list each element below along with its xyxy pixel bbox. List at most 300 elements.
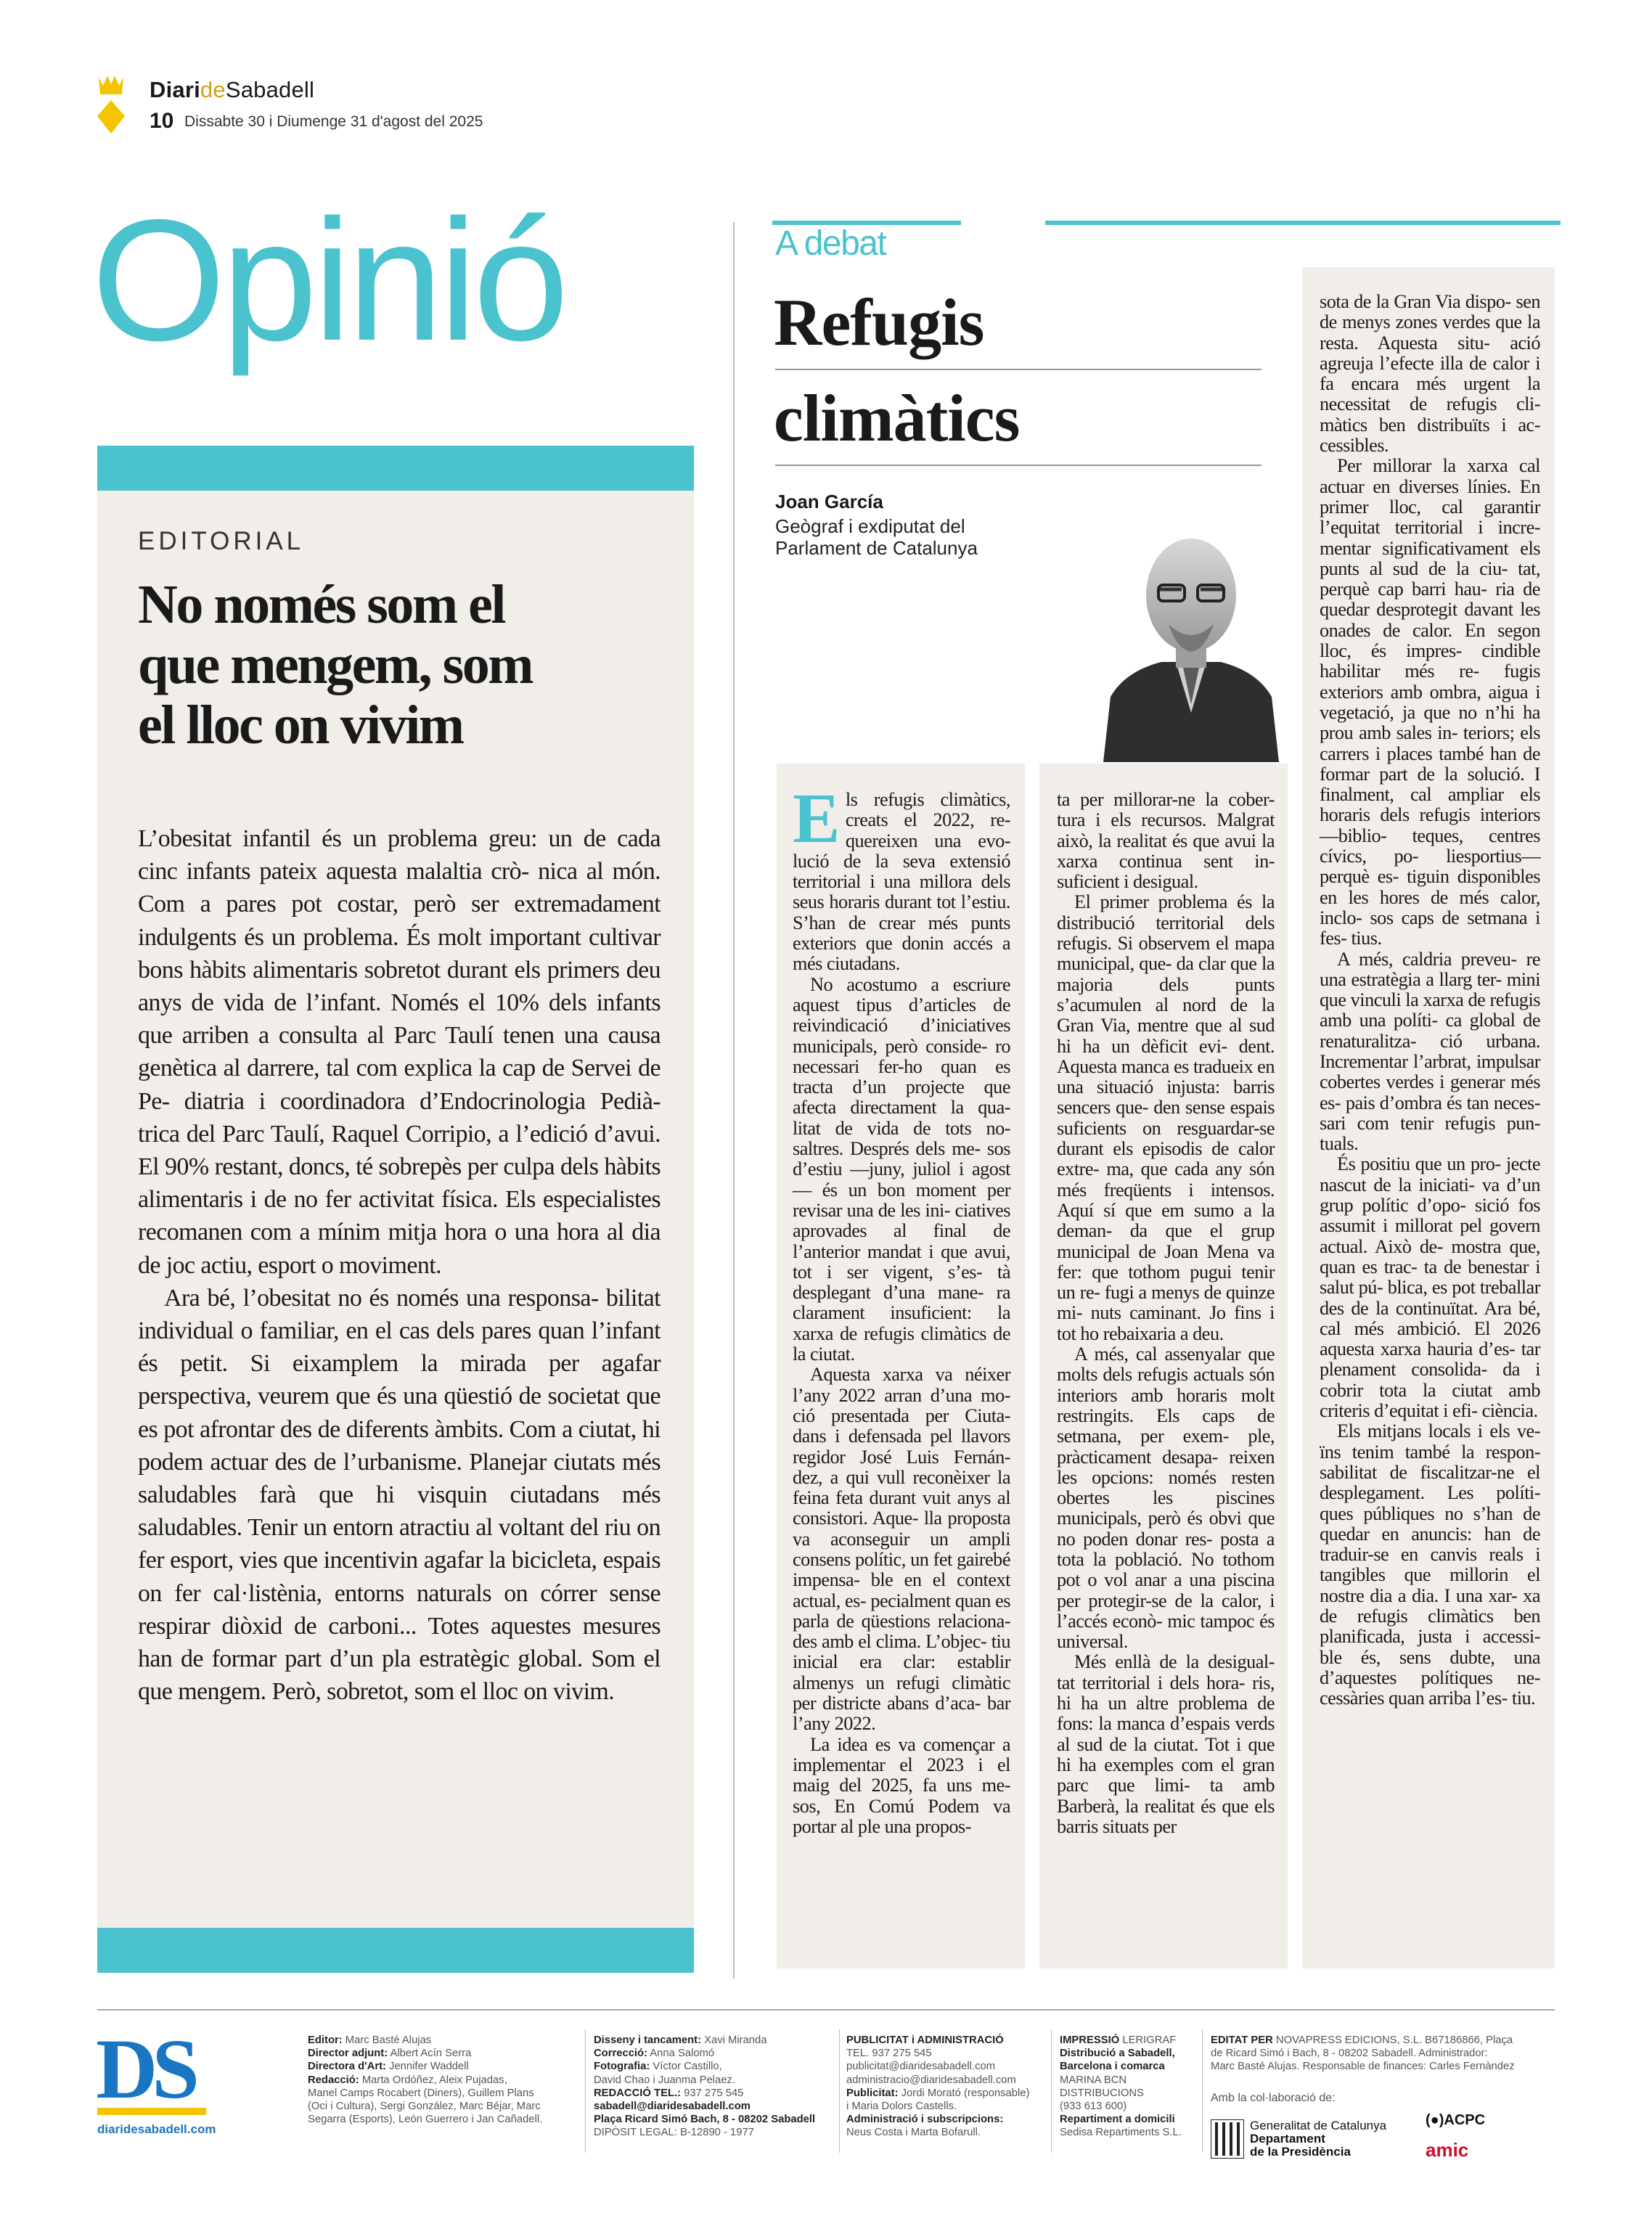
- text-line: posta a tota la població.: [1057, 1528, 1275, 1570]
- text-line: ïns tenim també la respon-: [1320, 1441, 1540, 1463]
- acpc-amic-logos: (●)ACPC amic: [1426, 2112, 1486, 2161]
- text-line: tura i els recursos. Malgrat: [1057, 809, 1275, 831]
- masthead-diari: Diari: [150, 77, 200, 102]
- text-line: sota de la Gran Via dispo-: [1320, 291, 1511, 312]
- text-line: l’urbanisme. Planejar ciutats més saludables farà: [138, 1448, 661, 1509]
- website-link[interactable]: diaridesabadell.com: [97, 2122, 216, 2136]
- text-line: un ampli consens polític,: [793, 1528, 1010, 1570]
- credit-line: [308, 2087, 555, 2100]
- text-line: sició fos assumit i millorat: [1320, 1195, 1540, 1237]
- credit-value: (933 613 600): [1060, 2101, 1127, 2113]
- text-line: ca global de renaturalitza-: [1320, 1010, 1541, 1052]
- text-line: resten obertes les piscines: [1057, 1466, 1275, 1509]
- text-line: ple, pràcticament desapa-: [1057, 1426, 1275, 1468]
- text-line: física. Els especialistes recomanen com a mínim: [138, 1186, 661, 1246]
- text-line: xarxa de refugis climàtics: [793, 1322, 987, 1344]
- text-line: sí que em sumo a la deman-: [1057, 1199, 1275, 1242]
- text-line: molt restringits. Els caps: [1057, 1384, 1275, 1426]
- text-line: diatria i coordinadora d’Endocrinologia Pedià-: [184, 1087, 661, 1115]
- text-line: màtics ben distribuïts i ac-: [1320, 414, 1540, 435]
- paragraph: [138, 822, 661, 1282]
- text-line: un fet gairebé impensa-: [793, 1548, 1010, 1591]
- text-line: de la Gran Via, mentre que: [1057, 994, 1275, 1036]
- text-line: sobretot durant els primers deu anys de vida de: [138, 956, 661, 1017]
- credits-column-3: [846, 2034, 1050, 2140]
- paragraph: [1057, 790, 1275, 892]
- credit-value: David Chao i Juanma Pelaez.: [594, 2074, 735, 2086]
- credit-line: [308, 2074, 555, 2087]
- text-line: maig del 2025, fa uns me-: [793, 1775, 1010, 1796]
- credit-line: [846, 2126, 1050, 2139]
- credit-line: [1211, 2047, 1559, 2060]
- text-line: que hi visquin ciutadans més saludables. Tenir: [138, 1481, 661, 1542]
- text-line: que la resta. Aquesta situ-: [1320, 311, 1540, 353]
- text-line: va d’un grup polític d’opo-: [1320, 1174, 1540, 1216]
- text-line: tar plenament consolida-: [1320, 1338, 1540, 1381]
- text-line: da que el grup municipal: [1057, 1220, 1275, 1262]
- text-line: és que els barris situats per: [1057, 1795, 1275, 1837]
- credits-column-5: [1211, 2034, 1559, 2074]
- credit-line: [1060, 2113, 1205, 2126]
- text-line: nica al món. Com a pares pot costar, però ser: [138, 858, 661, 918]
- text-line: mini que vinculi la xarxa: [1320, 968, 1540, 1011]
- text-line: la distribució territorial: [1057, 891, 1275, 933]
- text-line: A més, caldria preveu-: [1337, 948, 1517, 970]
- text-line: sos caps de setmana i fes-: [1320, 907, 1540, 949]
- text-line: punts exteriors que donin: [793, 912, 1010, 954]
- text-line: re una estratègia a llarg ter-: [1320, 948, 1540, 990]
- text-line: sabilitat de fiscalitzar-ne el: [1320, 1461, 1540, 1483]
- text-line: ció presentada per Ciuta-: [793, 1404, 1010, 1426]
- text-line: de la solució. I finalment,: [1320, 763, 1540, 806]
- credit-label: EDITAT PER: [1211, 2034, 1273, 2046]
- acpc-logo: ACPC: [1444, 2112, 1486, 2128]
- text-line: calor i fa encara més urgent: [1320, 352, 1540, 395]
- text-line: sos, En Comú Podem va: [793, 1795, 1010, 1817]
- text-line: lució de la seva extensió: [793, 850, 1010, 872]
- credit-value: Jordi Morató (responsable): [898, 2087, 1030, 2099]
- credit-line: [1060, 2087, 1205, 2100]
- text-line: blica, es pot treballar des: [1320, 1277, 1540, 1319]
- text-line: tà desplegant d’una mane-: [793, 1261, 1010, 1304]
- footer-divider: [839, 2029, 840, 2153]
- generalitat-line: Generalitat de Catalunya: [1250, 2119, 1387, 2132]
- generalitat-flag-icon: [1211, 2119, 1244, 2159]
- text-line: de setmana, per exem-: [1057, 1404, 1275, 1447]
- text-line: tuals.: [1320, 1133, 1359, 1155]
- author-role: [775, 515, 1036, 559]
- credit-label: Barcelona i comarca: [1060, 2061, 1165, 2073]
- credit-label: Plaça Ricard Simó Bach, 8 - 08202 Sabadell: [594, 2114, 816, 2126]
- credit-value: Marc Basté Alujas: [342, 2034, 432, 2046]
- text-line: injusta: barris sencers que-: [1057, 1076, 1275, 1118]
- paragraph: [1057, 1652, 1275, 1837]
- text-line: aquesta xarxa hauria d’es-: [1320, 1338, 1516, 1360]
- text-line: Tot i que hi ha exemples: [1057, 1733, 1275, 1775]
- paragraph: [1320, 456, 1540, 949]
- article-text-column-1: [793, 780, 1011, 1837]
- text-line: ble en el context actual, es-: [793, 1569, 1010, 1611]
- credit-value: Xavi Miranda: [701, 2034, 767, 2046]
- ds-logo[interactable]: [96, 2028, 205, 2106]
- text-line: fugis exteriors amb ombra,: [1320, 660, 1540, 703]
- generalitat-line: de la Presidència: [1250, 2145, 1351, 2159]
- text-line: l’any 2022 arran d’una mo-: [793, 1384, 1010, 1406]
- text-line: da i cobrir tota la ciutat: [1320, 1359, 1540, 1401]
- credit-value: Albert Acín Serra: [388, 2048, 472, 2060]
- text-line: ciatives aprovades al final: [793, 1199, 1010, 1242]
- footer-divider: [1202, 2029, 1203, 2153]
- text-line: de l’anterior mandat i que: [793, 1220, 1011, 1262]
- credit-value: de Ricard Simó i Bach, 8 - 08202 Sabadell. Administrador:: [1211, 2048, 1488, 2060]
- masthead-city: Sabadell: [225, 77, 315, 102]
- text-line: cal ampliar els horaris dels: [1320, 784, 1540, 826]
- text-line: ció urbana. Incrementar: [1320, 1030, 1540, 1072]
- text-line: afecta directament la qua-: [793, 1097, 1010, 1118]
- credit-line: [308, 2113, 555, 2126]
- text-line: traduir-se en canvis reals: [1320, 1544, 1524, 1566]
- text-line: tiu inicial era clar: establir: [793, 1631, 1010, 1673]
- credit-label: Editor:: [308, 2034, 343, 2046]
- text-line: liesportius— perquè es-: [1320, 846, 1540, 888]
- credit-line: [846, 2113, 1050, 2126]
- text-line: L’obesitat infantil és un problema greu: un de: [138, 825, 606, 852]
- text-line: àmbits. Com a ciutat, hi podem actuar des de: [138, 1415, 661, 1476]
- amic-logo: amic: [1426, 2139, 1469, 2161]
- credit-label: REDACCIÓ TEL.:: [594, 2087, 682, 2099]
- article-text-column-3: [1320, 292, 1540, 1709]
- text-line: quan l’infant és petit. Si eixamplem la mirada per: [138, 1317, 661, 1378]
- text-line: actuar en diverses línies.: [1320, 475, 1511, 497]
- credit-label: Administració i subscripcions:: [846, 2114, 1004, 2126]
- text-line: Més enllà de la desigual-: [1074, 1651, 1275, 1673]
- text-line: el lloc on vivim.: [459, 1678, 615, 1706]
- credits-column-2: [594, 2034, 833, 2140]
- text-line: consulta al Parc Taulí tenen una causa genètica: [138, 1022, 661, 1082]
- text-line: saltres. Després dels me-: [793, 1138, 981, 1160]
- credit-value: Marc Basté Alujas. Responsable de finances: Carles Fernàndez: [1211, 2061, 1515, 2073]
- text-line: almenys un refugi climàtic: [793, 1672, 1010, 1693]
- credit-line: [594, 2060, 833, 2073]
- text-line: tracta d’un projecte que: [793, 1076, 1010, 1098]
- text-line: una piscina per protegir-se: [1057, 1569, 1275, 1611]
- text-line: un entorn atractiu al voltant del riu on fer esport,: [138, 1514, 661, 1574]
- credit-value: Anna Salomó: [647, 2048, 715, 2060]
- text-line: creats el 2022, re-: [845, 809, 1010, 831]
- text-line: sen de menys zones verdes: [1320, 291, 1540, 333]
- text-line: En primer lloc, cal garantir: [1320, 475, 1540, 518]
- logo-strip: [97, 2108, 206, 2115]
- author-photo: [1096, 523, 1286, 762]
- credit-line: [308, 2034, 555, 2047]
- text-line: nostre dia a dia. I una xar-: [1320, 1584, 1518, 1606]
- text-line: dent. Aquesta manca es: [1057, 1035, 1275, 1077]
- credit-line: [846, 2047, 1050, 2060]
- text-line: davant les onades de calor.: [1320, 599, 1540, 641]
- text-line: ta per millorar-ne la cober-: [1057, 789, 1275, 810]
- text-line: ació agreuja l’efecte illa de: [1320, 332, 1541, 374]
- text-line: la necessitat de refugis cli-: [1320, 373, 1540, 415]
- text-line: cessibles.: [1320, 435, 1389, 457]
- article-text-column-2: [1057, 790, 1275, 1837]
- credit-line: [1211, 2060, 1559, 2073]
- paragraph: [1320, 1421, 1540, 1709]
- text-line: fugi a menys de quinze mi-: [1057, 1282, 1275, 1324]
- credit-line: [846, 2100, 1050, 2113]
- column-divider: [733, 222, 735, 1979]
- text-line: global. Som el que mengem. Però, sobretot, som: [138, 1645, 661, 1706]
- paragraph: [1320, 949, 1540, 1155]
- text-line: moviment.: [339, 1251, 441, 1279]
- text-line: ta amb Barberà, la realitat: [1057, 1775, 1275, 1817]
- text-line: com el gran parc que limi-: [1057, 1754, 1275, 1796]
- text-line: ques públiques no s’han de: [1320, 1502, 1540, 1524]
- credit-line: [594, 2087, 833, 2100]
- paragraph: [1057, 1344, 1275, 1652]
- text-line: tius.: [1351, 928, 1382, 949]
- text-line: mesures han de formar part d’un pla estratègic: [138, 1612, 661, 1673]
- text-line: ria de quedar desprotegit: [1320, 578, 1540, 621]
- text-line: al sud hi ha un dèficit evi-: [1057, 1015, 1275, 1057]
- text-line: dans i defensada pel llavors: [793, 1426, 1010, 1447]
- editorial-bottom-bar: [97, 1928, 694, 1973]
- masthead[interactable]: [150, 77, 314, 103]
- text-line: cindible habilitar més re-: [1320, 640, 1541, 682]
- text-line: Els mitjans locals i els ve-: [1337, 1420, 1540, 1442]
- text-line: tiu.: [1511, 1688, 1536, 1709]
- credit-value: DISTRIBUCIONS: [1060, 2087, 1144, 2099]
- page-number: 10: [150, 109, 174, 133]
- text-line: tat, perquè cap barri hau-: [1320, 557, 1541, 600]
- text-line: tradueix en una situació: [1057, 1055, 1275, 1098]
- text-line: tiguin disponibles en les: [1320, 866, 1540, 908]
- credit-label: Publicitat:: [846, 2087, 899, 2099]
- credit-value: Manel Camps Rocabert (Diners), Guillem Plans: [308, 2087, 534, 2099]
- generalitat-line: Departament: [1250, 2132, 1325, 2146]
- footer-divider: [585, 2029, 586, 2153]
- text-line: n’hi ha prou amb sales in-: [1320, 701, 1540, 744]
- text-line: bilitat individual o familiar, en el cas dels pares: [138, 1284, 661, 1345]
- text-line: molt important cultivar bons hàbits alimentaris: [138, 923, 661, 983]
- credit-label: Director adjunt:: [308, 2048, 388, 2060]
- text-line: Per millorar la xarxa cal: [1337, 455, 1540, 477]
- text-line: l’arbrat, impulsar cobertes: [1320, 1050, 1540, 1093]
- collaboration-label: Amb la col·laboració de:: [1211, 2092, 1336, 2104]
- text-line: l’infant. Només el 10% dels infants que arriben a: [138, 989, 661, 1050]
- text-line: mentar significativament: [1320, 537, 1509, 559]
- text-line: el mapa municipal, que-: [1057, 933, 1275, 975]
- text-line: aigua i vegetació, ja que no: [1320, 681, 1541, 723]
- text-line: culpa dels hàbits alimentaris i de no fer activitat: [138, 1153, 661, 1214]
- text-line: per revisar una de les ini-: [793, 1179, 1010, 1221]
- text-line: suficient i desigual.: [1057, 871, 1198, 893]
- text-line: teriors; els carrers i places: [1320, 722, 1541, 764]
- author-name: Joan García: [775, 491, 883, 512]
- text-line: de fons: la manca d’espais: [1057, 1693, 1275, 1735]
- text-line: tothom pugui tenir un re-: [1057, 1261, 1275, 1304]
- credit-label: Correcció:: [594, 2048, 648, 2060]
- text-line: cal més ambició. El 2026: [1320, 1317, 1540, 1339]
- text-line: fer cal·listènia, entorns naturals on córrer sense: [174, 1579, 661, 1607]
- text-line: trica del Parc Taulí, Raquel Corripio, a l’edició: [138, 1120, 588, 1148]
- text-line: teques, centres cívics, po-: [1320, 825, 1541, 867]
- credit-line: [308, 2047, 555, 2060]
- credit-label: Repartiment a domicili: [1060, 2114, 1175, 2126]
- text-line: pel govern actual. Això de-: [1320, 1215, 1540, 1257]
- headline-line: el lloc on vivim: [138, 695, 463, 756]
- credit-line: [594, 2126, 833, 2139]
- text-line: freqüents i intensos. Aquí: [1057, 1179, 1275, 1221]
- credit-line: [1060, 2126, 1205, 2139]
- credit-line: [594, 2034, 833, 2047]
- debate-headline: [774, 274, 1282, 466]
- paragraph: [1320, 1154, 1540, 1421]
- credit-label: Redacció:: [308, 2074, 359, 2086]
- debate-rule-right: [1045, 221, 1561, 225]
- text-line: de Joan Mena va fer: que: [1057, 1240, 1275, 1283]
- masthead-de: de: [200, 77, 226, 102]
- text-line: ris, hi ha un altre problema: [1057, 1672, 1275, 1714]
- text-line: litat de vida de tots no-: [793, 1117, 1010, 1139]
- text-line: de la continuïtat. Ara bé,: [1351, 1297, 1540, 1319]
- text-line: l’estiu. S’han de crear més: [793, 891, 1010, 933]
- credit-label: IMPRESSIÓ: [1060, 2034, 1120, 2046]
- text-line: sari com tenir refugis pun-: [1320, 1112, 1540, 1134]
- text-line: sos d’estiu —juny, juliol i: [793, 1138, 1010, 1180]
- text-line: En segon lloc, és impres-: [1320, 619, 1541, 662]
- paragraph: [793, 1365, 1010, 1734]
- debate-kicker: A debat: [775, 224, 886, 263]
- credit-line: [1060, 2060, 1205, 2073]
- text-line: de societat que es pot afrontar des de diferents: [138, 1383, 661, 1443]
- text-line: A més, cal assenyalar que: [1074, 1343, 1275, 1365]
- footer-rule: [97, 2009, 1555, 2011]
- text-line: els punts al sud de la ciu-: [1320, 537, 1540, 579]
- generalitat-logo: [1211, 2119, 1386, 2159]
- ds-logo-text: DS: [96, 2028, 194, 2106]
- text-line: accés a més ciutadans.: [793, 933, 1011, 975]
- text-line: mostra que, quan es trac-: [1320, 1235, 1540, 1277]
- text-line: al darrere, tal com explica la cap de Servei de Pe-: [138, 1055, 661, 1115]
- credit-line: [594, 2047, 833, 2060]
- paragraph: [793, 975, 1010, 1365]
- text-line: No acostumo a escriure: [810, 973, 1010, 995]
- text-line: bar l’any 2022.: [793, 1693, 1011, 1735]
- text-line: de refugis amb una políti-: [1320, 989, 1540, 1031]
- credit-line: [1211, 2034, 1559, 2047]
- text-line: ta de benestar i salut pú-: [1320, 1256, 1541, 1298]
- text-line: cada cinc infants pateix aquesta malaltia crò-: [138, 825, 661, 886]
- text-line: tat territorial i dels hora-: [1057, 1672, 1246, 1693]
- text-line: ble és, sens dubte, una: [1320, 1646, 1540, 1668]
- text-line: també han de formar part: [1320, 743, 1540, 785]
- credit-value: Víctor Castillo,: [650, 2061, 722, 2073]
- text-line: de la calor, i l’accés econò-: [1057, 1590, 1275, 1632]
- text-line: quereixen una evo-: [845, 830, 1010, 851]
- text-line: El primer problema és: [1074, 891, 1252, 913]
- text-line: territorial i una millora dels: [793, 871, 1010, 893]
- text-line: molts dels refugis actuals: [1057, 1364, 1244, 1386]
- text-line: lla proposta va aconseguir: [793, 1508, 1011, 1550]
- text-line: agafar perspectiva, veurem que és una qüestió: [138, 1350, 661, 1410]
- headline-line: que mengem, som: [138, 634, 533, 695]
- text-line: anys al consistori. Aque-: [793, 1487, 1010, 1529]
- headline-divider: [775, 465, 1262, 466]
- text-line: seus horaris durant tot: [793, 891, 956, 913]
- text-line: xa de refugis climàtics ben: [1320, 1584, 1540, 1627]
- text-line: refugis interiors —biblio-: [1320, 804, 1541, 846]
- credit-label: Distribució a Sabadell,: [1060, 2048, 1175, 2060]
- text-line: jecte nascut de la iniciati-: [1320, 1153, 1540, 1195]
- text-line: ciència.: [1481, 1400, 1538, 1422]
- credit-label: PUBLICITAT i ADMINISTRACIÓ: [846, 2034, 1004, 2046]
- text-line: Ara bé, l’obesitat no és només una responsa-: [164, 1284, 599, 1312]
- credit-line: [594, 2074, 833, 2087]
- headline-divider: [775, 369, 1262, 370]
- credit-value: LERIGRAF: [1119, 2034, 1177, 2046]
- text-line: reixen les opcions: només: [1057, 1446, 1275, 1488]
- text-line: on resguardar-se durant: [1057, 1117, 1275, 1160]
- text-line: vies que incentivin agafar la bicicleta, espais on: [138, 1547, 661, 1607]
- text-line: hores de més calor, inclo-: [1320, 886, 1540, 928]
- text-line: i tangibles que millorin el: [1320, 1544, 1540, 1586]
- text-line: extremadament indulgents és un problema. És: [138, 891, 661, 951]
- text-line: pais d’ombra és tan neces-: [1345, 1092, 1540, 1113]
- credit-line: [846, 2034, 1050, 2047]
- credit-value: Marta Ordóñez, Aleix Pujadas,: [359, 2074, 507, 2086]
- credit-line: [1060, 2034, 1205, 2047]
- credit-value: Jennifer Waddell: [385, 2061, 469, 2073]
- text-line: verds al sud de la ciutat.: [1057, 1713, 1275, 1755]
- text-line: verdes i generar més es-: [1320, 1071, 1540, 1113]
- section-title: Opinió: [91, 184, 565, 377]
- credit-label: Disseny i tancament:: [594, 2034, 702, 2046]
- headline-line: climàtics: [774, 381, 1020, 455]
- text-line: quedar en anuncis: han de: [1320, 1523, 1540, 1545]
- credit-line: [594, 2100, 833, 2113]
- credit-value: Segarra (Esports), León Guerrero i Jan Cañadell.: [308, 2114, 543, 2126]
- credit-value: publicitat@diaridesabadell.com: [846, 2061, 996, 2073]
- text-line: ra clarament insuficient: la: [793, 1282, 1010, 1324]
- editorial-headline: [138, 575, 661, 756]
- text-line: pecialment quan es parla: [793, 1590, 1011, 1632]
- credits-column-1: [308, 2034, 555, 2126]
- text-line: planificada, justa i accessi-: [1320, 1626, 1540, 1648]
- editorial-top-bar: [97, 446, 694, 491]
- credit-value: (Oci i Cultura), Sergi González, Marc Béjar, Marc: [308, 2101, 541, 2113]
- credit-line: [1060, 2100, 1205, 2113]
- text-line: a implementar el 2023 i el: [793, 1733, 1010, 1775]
- text-line: de qüestions relaciona-: [836, 1610, 1010, 1632]
- text-line: respirar diòxid de carboni... Totes aquestes: [138, 1612, 571, 1640]
- credit-value: Neus Costa i Marta Bofarull.: [846, 2127, 981, 2139]
- text-line: És positiu que un pro-: [1337, 1153, 1501, 1175]
- text-line: amb criteris d’equitat i efi-: [1320, 1379, 1540, 1422]
- issue-date: Dissabte 30 i Diumenge 31 d'agost del 2025: [184, 113, 483, 130]
- text-line: d’aquestes polítiques ne-: [1320, 1666, 1540, 1688]
- city-crest-icon: [96, 73, 126, 138]
- text-line: l’equitat territorial i incre-: [1320, 517, 1540, 539]
- credit-value: i Maria Dolors Castells.: [846, 2101, 957, 2113]
- text-line: d’avui. El 90% restant, doncs, té sobrepès per: [138, 1120, 661, 1181]
- credit-value: DIPÒSIT LEGAL: B-12890 - 1977: [594, 2127, 754, 2139]
- editorial-body: [138, 822, 661, 1708]
- credit-value: NOVAPRESS EDICIONS, S.L. B67186866, Plaça: [1272, 2034, 1513, 2046]
- text-line: den sense espais suficients: [1057, 1097, 1275, 1139]
- text-line: la xarxa continua sent in-: [1057, 830, 1275, 872]
- text-line: punts s’acumulen al nord: [1057, 973, 1275, 1015]
- text-line: per districte abans d’aca-: [793, 1693, 981, 1714]
